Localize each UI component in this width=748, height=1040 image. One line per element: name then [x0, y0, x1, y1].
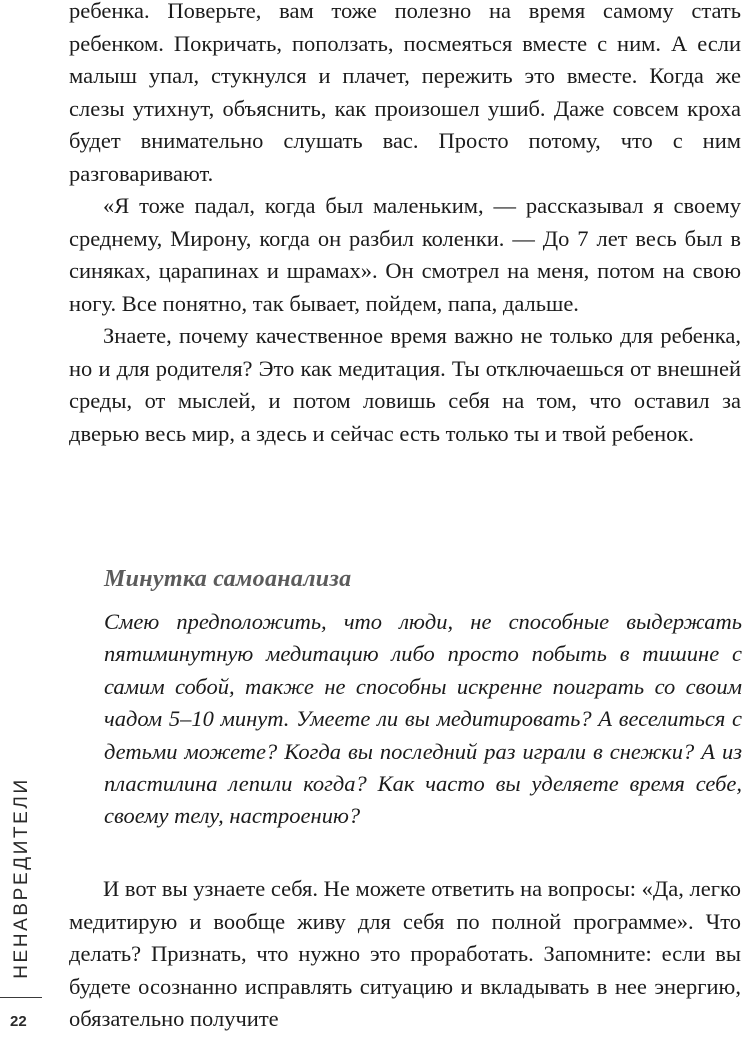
paragraph: И вот вы узнаете себя. Не можете ответить на вопросы: «Да, легко медитирую и вообще живу для себя по полной программе». Что делать? Признать, что нужно это проработать. Запомните: если вы будете осознанно исправлять ситуацию и вкладывать в нее энергию, обязательно получите — [69, 876, 741, 1031]
paragraph-quote: «Я тоже падал, когда был маленьким, — рассказывал я своему среднему, Мирону, когда он разбил коленки. — До 7 лет весь был в синяках, царапинах и шрамах». Он смотрел на меня, потом на свою ногу. Все понятно, так бывает, пойдем, папа, дальше. — [69, 193, 741, 316]
box-body: Смею предположить, что люди, не способные выдержать пятиминутную медитацию либо просто побыть в тишине с самим собой, также не способны искренне поиграть со своим чадом 5–10 минут. Умеете ли вы медитировать? А веселиться с детьми можете? Когда вы последний раз играли в снежки? А из пластилина лепили когда? Как часто вы уделяете время себе, своему телу, настроению? — [104, 609, 742, 829]
main-text-bottom — [69, 873, 741, 1036]
running-head-text: НЕНАВРЕДИТЕЛИ — [11, 777, 32, 979]
self-analysis-box — [104, 562, 742, 833]
running-head — [0, 777, 44, 979]
folio-divider — [0, 997, 42, 998]
page-number: 22 — [10, 1013, 27, 1030]
box-title: Минутка самоанализа — [104, 566, 352, 592]
paragraph-continued: ребенка. Поверьте, вам тоже полезно на время самому стать ребенком. Покричать, поползать, посмеяться вместе с ним. А если малыш упал, стукнулся и плачет, пережить это вместе. Когда же слезы утихнут, объяснить, как произошел ушиб. Даже совсем кроха будет внимательно слушать вас. Просто потому, что с ним разговаривают. — [69, 0, 741, 186]
main-text-top — [69, 0, 741, 450]
paragraph: Знаете, почему качественное время важно не только для ребенка, но и для родителя? Это как медитация. Ты отключаешься от внешней среды, от мыслей, и потом ловишь себя на том, что оставил за дверью весь мир, а здесь и сейчас есть только ты и твой ребенок. — [69, 323, 741, 446]
